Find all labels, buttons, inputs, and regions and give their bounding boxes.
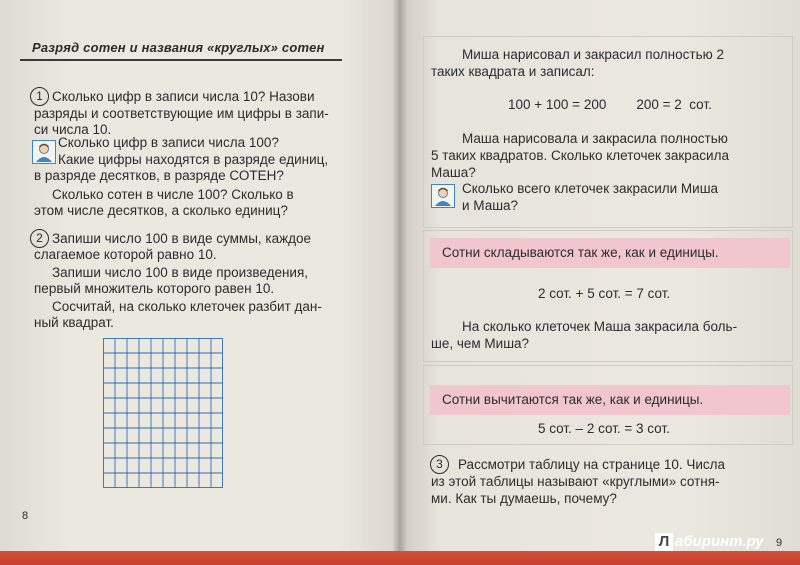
equation: 100 + 100 = 200 200 = 2 сот. [508, 97, 712, 112]
student-icon [32, 140, 56, 164]
task-number-1: 1 [30, 87, 49, 106]
text-line: Маша нарисовала и закрасила полностью [462, 131, 728, 146]
rule-addition: Сотни складываются так же, как и единицы. [442, 245, 719, 260]
text-line: 5 таких квадратов. Сколько клеточек закрасила [431, 148, 729, 163]
text-line: ше, чем Миша? [431, 336, 530, 351]
task3-line: Рассмотри таблицу на странице 10. Числа [458, 457, 726, 472]
text-line: Сколько всего клеточек закрасили Миша [462, 181, 719, 196]
text-line: и Маша? [462, 198, 519, 213]
book-spine [393, 0, 407, 565]
rule-subtraction: Сотни вычитаются так же, как и единицы. [442, 392, 704, 407]
watermark-letter: Л [655, 533, 673, 551]
page-title: Разряд сотен и названия «круглых» сотен [32, 40, 325, 55]
text-line: Маша? [431, 165, 476, 180]
task1-line: в разряде десятков, в разряде СОТЕН? [34, 168, 284, 183]
task1-line: си числа 10. [34, 122, 112, 137]
equation: 5 сот. – 2 сот. = 3 сот. [538, 421, 670, 436]
watermark-logo [655, 533, 764, 551]
task1-line: разряды и соответствующие им цифры в запи- [34, 106, 329, 121]
task-number-2: 2 [30, 229, 49, 248]
task2-line: слагаемое которой равно 10. [34, 247, 217, 262]
task2-line: первый множитель которого равен 10. [34, 281, 275, 296]
rule-subtraction-box [430, 385, 790, 415]
title-underline [20, 59, 342, 61]
task3-line: ми. Как ты думаешь, почему? [431, 491, 617, 506]
task2-line: Запиши число 100 в виде произведения, [52, 265, 309, 280]
task2-line: Сосчитай, на сколько клеточек разбит дан- [52, 299, 322, 314]
book-cover-edge [0, 551, 800, 565]
task1-line: Сколько сотен в числе 100? Сколько в [52, 187, 294, 202]
task-number-3: 3 [430, 455, 449, 474]
rule-addition-box [430, 238, 790, 268]
task1-line: Сколько цифр в записи числа 10? Назови [52, 89, 315, 104]
watermark-text: абиринт.ру [675, 533, 764, 550]
task2-line: Запиши число 100 в виде суммы, каждое [52, 231, 312, 246]
task1-line: Сколько цифр в записи числа 100? [58, 135, 279, 150]
text-line: Миша нарисовал и закрасил полностью 2 [462, 47, 724, 62]
student-icon [431, 184, 455, 208]
equation: 2 сот. + 5 сот. = 7 сот. [538, 286, 671, 301]
page-number-left: 8 [22, 510, 29, 522]
text-line: таких квадрата и записал: [431, 64, 595, 79]
text-line: На сколько клеточек Маша закрасила боль- [462, 319, 738, 334]
task1-line: Какие цифры находятся в разряде единиц, [58, 152, 329, 167]
task1-line: этом числе десятков, а сколько единиц? [34, 203, 288, 218]
hundred-square-grid [103, 338, 223, 488]
page-number-right: 9 [776, 537, 783, 549]
task2-line: ный квадрат. [34, 315, 114, 330]
task3-line: из этой таблицы называют «круглыми» сотня- [431, 474, 720, 489]
